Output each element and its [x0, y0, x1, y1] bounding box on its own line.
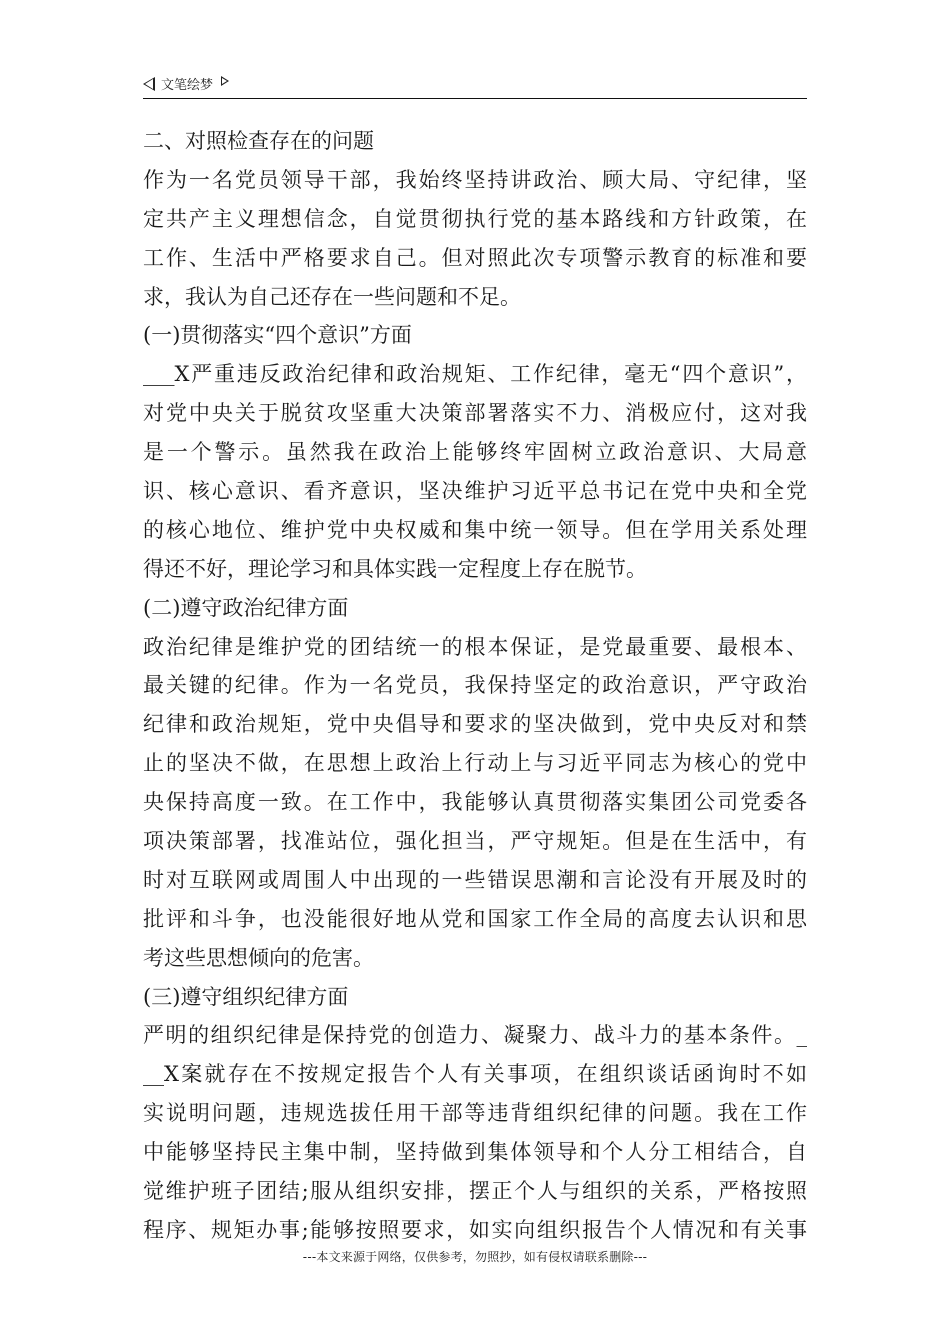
text-line: (二)遵守政治纪律方面	[143, 595, 349, 620]
text-line: 时对互联网或周围人中出现的一些错误思潮和言论没有开展及时的	[143, 867, 807, 892]
brand	[143, 74, 229, 93]
text-line: 对党中央关于脱贫攻坚重大决策部署落实不力、消极应付，这对我	[143, 401, 807, 426]
page-header	[143, 74, 807, 98]
brand-text: 文笔绘梦	[161, 78, 214, 93]
text-line: 央保持高度一致。在工作中，我能够认真贯彻落实集团公司党委各	[143, 790, 807, 815]
text-line: ___X严重违反政治纪律和政治规矩、工作纪律，毫无“四个意识”，	[143, 362, 807, 387]
text-line: 考这些思想倾向的危害。	[143, 945, 374, 970]
right-triangle-icon	[221, 76, 229, 86]
footer-disclaimer: ---本文来源于网络，仅供参考，勿照抄，如有侵权请联系删除---	[302, 1250, 648, 1264]
text-line: 中能够坚持民主集中制，坚持做到集体领导和个人分工相结合，自	[143, 1140, 807, 1165]
document-body	[143, 122, 807, 1250]
left-triangle-icon	[143, 77, 155, 91]
text-line: 政治纪律是维护党的团结统一的根本保证，是党最重要、最根本、	[143, 634, 807, 659]
text-line: 识、核心意识、看齐意识，坚决维护习近平总书记在党中央和全党	[143, 479, 807, 504]
text-line: (三)遵守组织纪律方面	[143, 984, 349, 1009]
text-line: 觉维护班子团结;服从组织安排，摆正个人与组织的关系，严格按照	[143, 1179, 807, 1204]
text-line: 定共产主义理想信念，自觉贯彻执行党的基本路线和方针政策，在	[143, 206, 807, 231]
text-line: 程序、规矩办事;能够按照要求，如实向组织报告个人情况和有关事	[143, 1217, 807, 1242]
text-line: 的核心地位、维护党中央权威和集中统一领导。但在学用关系处理	[143, 517, 807, 542]
text-line: 实说明问题，违规选拔任用干部等违背组织纪律的问题。我在工作	[143, 1101, 807, 1126]
text-line: 严明的组织纪律是保持党的创造力、凝聚力、战斗力的基本条件。_	[143, 1023, 807, 1048]
text-line: 二、对照检查存在的问题	[143, 129, 374, 153]
text-line: 得还不好，理论学习和具体实践一定程度上存在脱节。	[143, 556, 647, 581]
text-line: 项决策部署，找准站位，强化担当，严守规矩。但是在生活中，有	[143, 829, 807, 854]
text-line: 作为一名党员领导干部，我始终坚持讲政治、顾大局、守纪律，坚	[143, 167, 807, 192]
text-line: 工作、生活中严格要求自己。但对照此次专项警示教育的标准和要	[143, 245, 807, 270]
text-line: 纪律和政治规矩，党中央倡导和要求的坚决做到，党中央反对和禁	[143, 712, 807, 737]
text-line: 批评和斗争，也没能很好地从党和国家工作全局的高度去认识和思	[143, 906, 807, 931]
text-line: __X案就存在不按规定报告个人有关事项，在组织谈话函询时不如	[143, 1062, 807, 1087]
text-line: 是一个警示。虽然我在政治上能够终牢固树立政治意识、大局意	[143, 440, 807, 465]
text-line: 求，我认为自己还存在一些问题和不足。	[143, 284, 521, 309]
header-divider	[143, 98, 807, 99]
text-line: 止的坚决不做，在思想上政治上行动上与习近平同志为核心的党中	[143, 751, 807, 776]
text-line: 最关键的纪律。作为一名党员，我保持坚定的政治意识，严守政治	[143, 673, 807, 698]
text-line: (一)贯彻落实“四个意识”方面	[143, 323, 412, 348]
